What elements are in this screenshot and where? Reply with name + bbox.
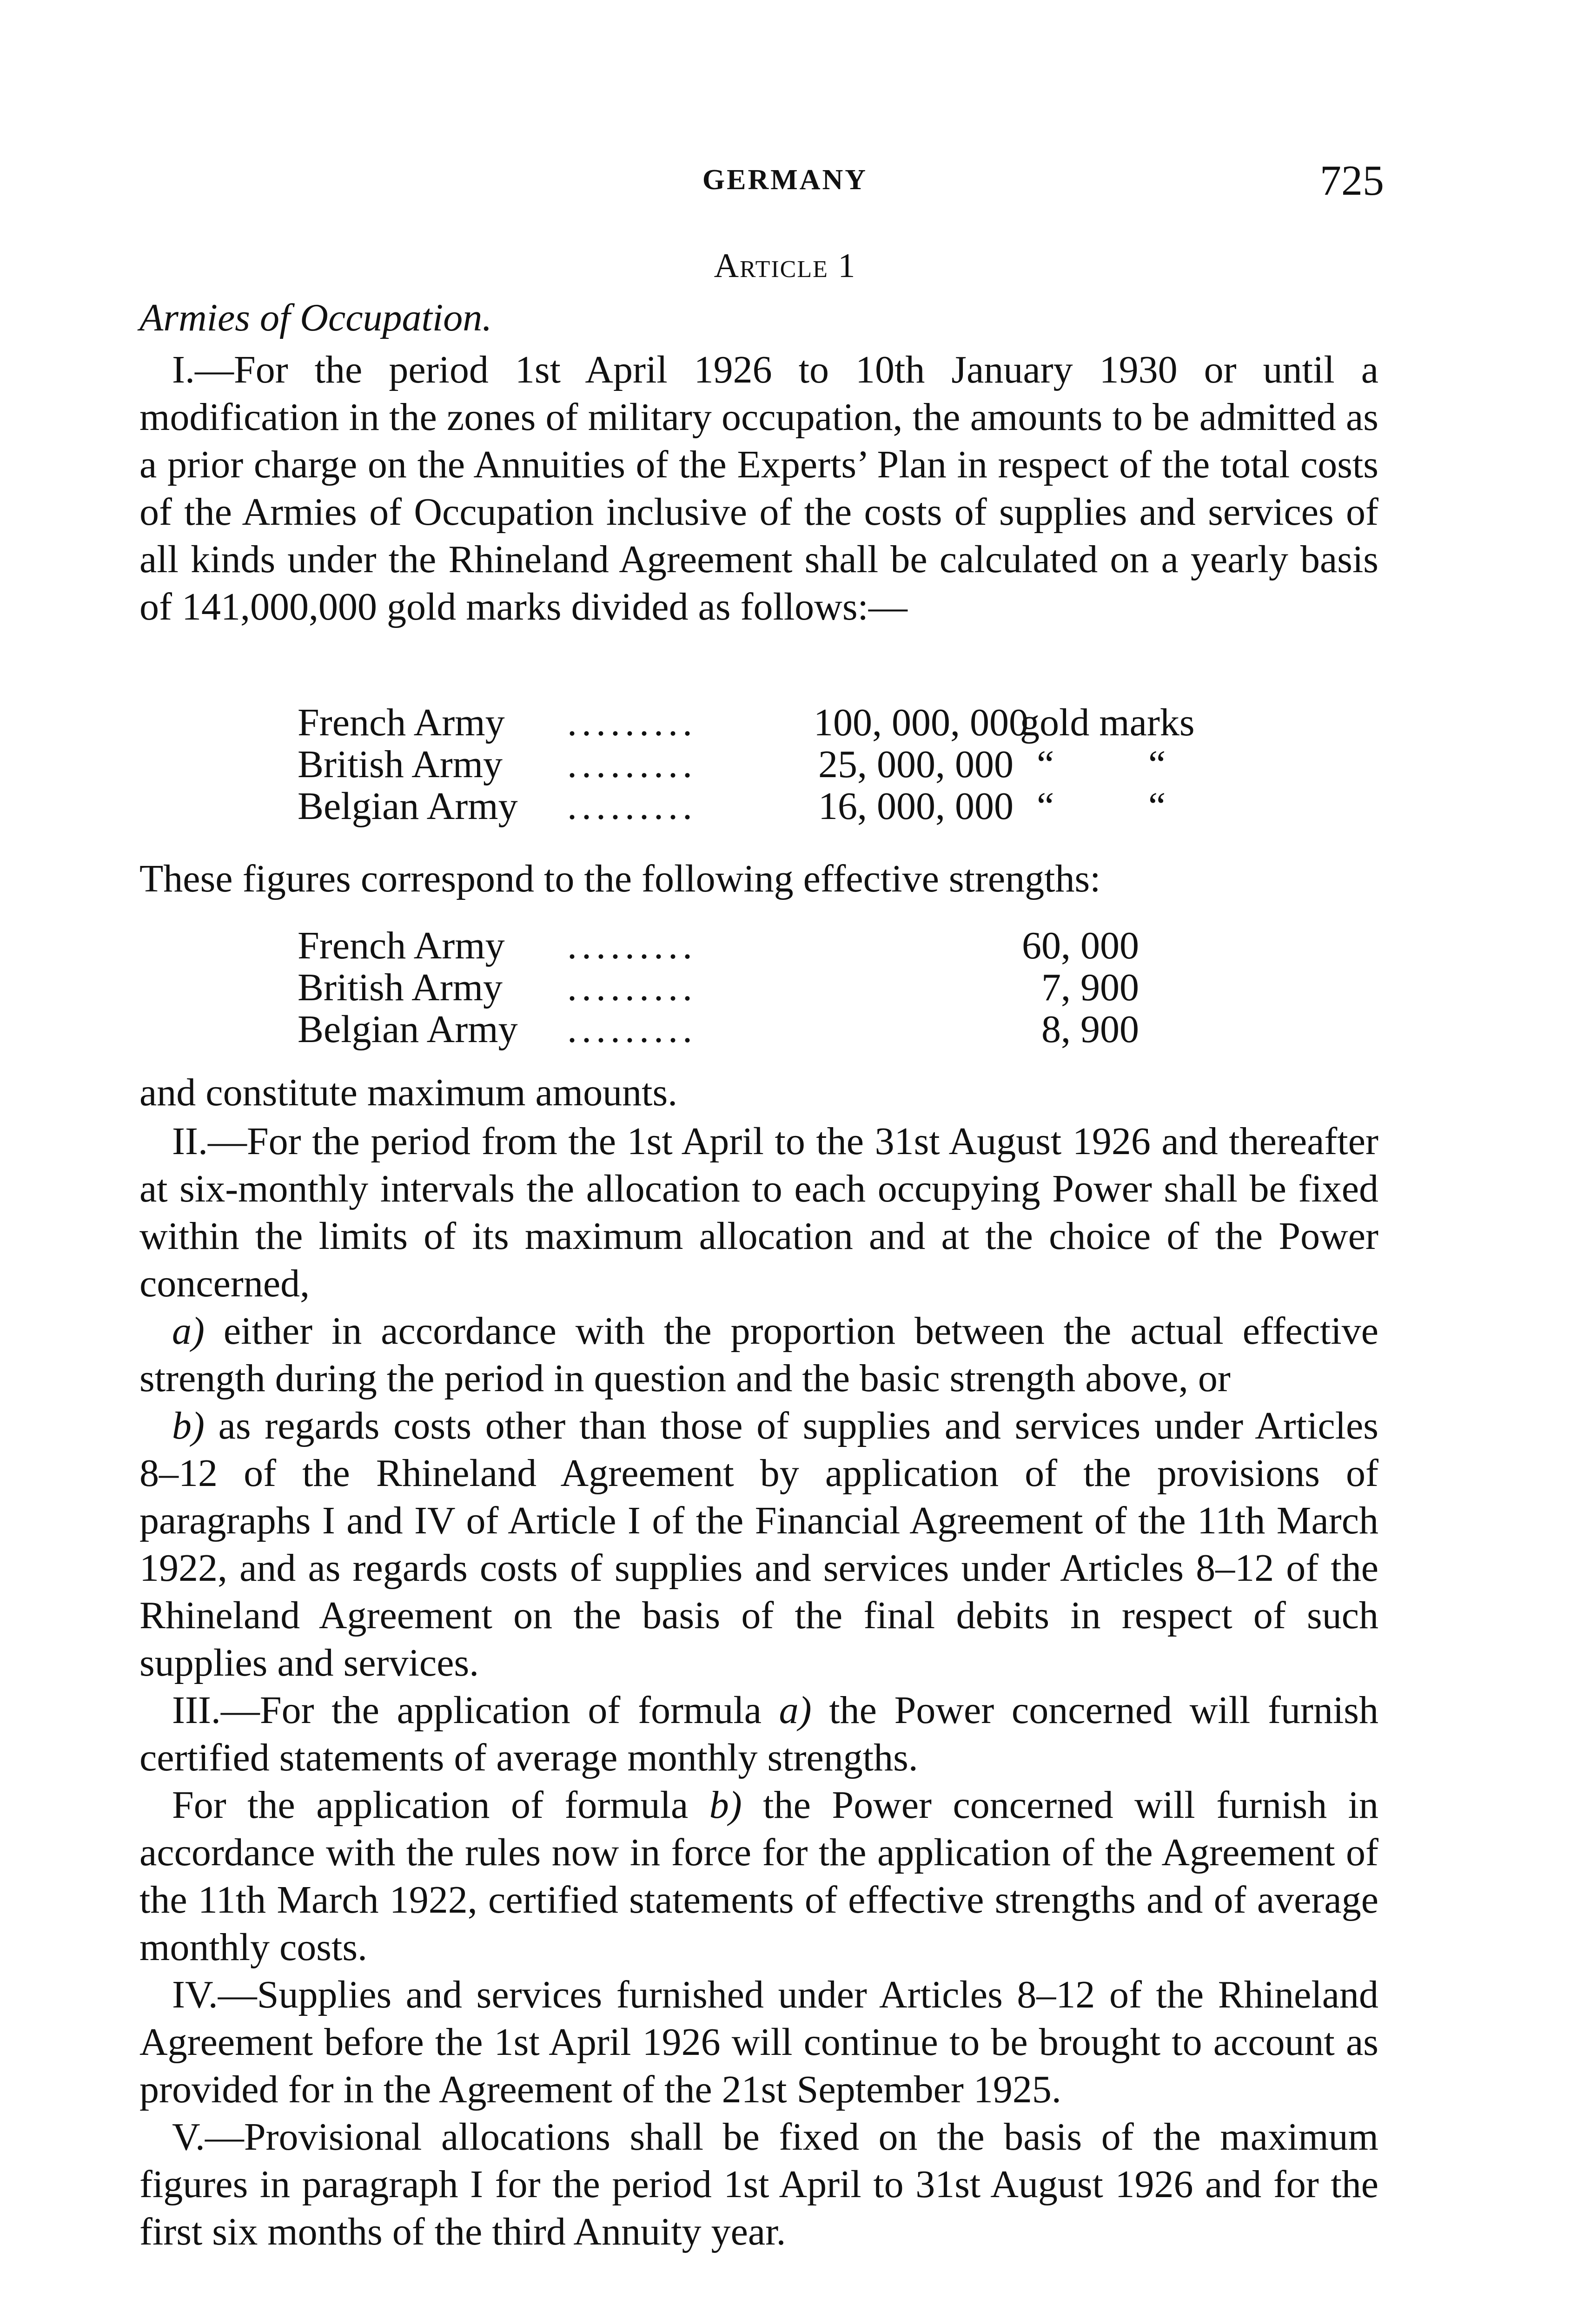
amount: 100, 000, 000: [814, 701, 1028, 744]
leader-dots: .........: [567, 743, 697, 786]
formula-b-application-end: the Power concerned will furnish in accordance with the rules now in force for the application of the Agreement of the 11th March 1922, certified statements of effective strengths and of average monthly costs.: [139, 1783, 1379, 1969]
leader-dots: .........: [567, 701, 697, 744]
paragraph-iii-end: the Power concerned will furnish certified statements of average monthly strengths.: [139, 1689, 1378, 1779]
paragraph-ii: [139, 1118, 1378, 2256]
strengths-intro: These figures correspond to the following effective strengths:: [139, 857, 1101, 900]
allocation-table: [298, 702, 1237, 827]
unit-label: gold marks: [1020, 701, 1195, 744]
army-name: Belgian Army: [298, 1008, 518, 1051]
maximum-amounts-text: and constitute maximum amounts.: [139, 1071, 678, 1114]
paragraph-ii-text: II.—For the period from the 1st April to the 31st August 1926 and thereafter at six-monthly intervals the allocation to each occupying Power shall be fixed within the limits of its maximum allocation and at the choice of the Power concerned,: [139, 1120, 1378, 1305]
table-row: [298, 1009, 1139, 1050]
paragraph-iii-text: [139, 1687, 1378, 1782]
ditto-mark: “: [1037, 785, 1054, 828]
table-row: [298, 925, 1139, 967]
strength-value: 8, 900: [1041, 1008, 1139, 1051]
paragraph-iii-start: III.—For the application of formula: [172, 1689, 762, 1732]
leader-dots: .........: [567, 924, 697, 967]
army-name: French Army: [298, 701, 505, 744]
paragraph-formula-b-application: [139, 1782, 1378, 1971]
leader-dots: .........: [567, 966, 697, 1009]
table-row: [298, 967, 1139, 1009]
formula-b-body: as regards costs other than those of supplies and services under Articles 8–12 of the Rhineland Agreement by application of the provisions of paragraphs I and IV of Article I of the Financial Agreement of the 11th March 1922, and as regards costs of supplies and services under Articles 8–12 of the Rhineland Agreement on the basis of the final debits in respect of such supplies and services.: [139, 1404, 1379, 1684]
formula-a-text: [139, 1307, 1378, 1402]
paragraph-i-text: I.—For the period 1st April 1926 to 10th January 1930 or until a modification in the zones of military occupation, the amounts to be admitted as a prior charge on the Annuities of the Experts’ Plan in respect of the total costs of the Armies of Occupation inclusive of the costs of supplies and services of all kinds under the Rhineland Agreement shall be calculated on a yearly basis of 141,000,000 gold marks divided as follows:—: [139, 348, 1378, 628]
army-name: British Army: [298, 966, 503, 1009]
strength-table: [298, 925, 1139, 1050]
army-name: Belgian Army: [298, 785, 518, 828]
paragraph-i: [139, 346, 1378, 631]
formula-b-text: [139, 1402, 1378, 1687]
page-number: 725: [1320, 157, 1384, 204]
army-name: French Army: [298, 924, 505, 967]
army-name: British Army: [298, 743, 503, 786]
table-row: [298, 702, 1237, 744]
ditto-mark: “: [1037, 743, 1054, 786]
formula-b-label: b): [172, 1404, 205, 1447]
amount: 25, 000, 000: [818, 743, 1014, 786]
table-row: [298, 786, 1237, 827]
paragraph-strengths: [139, 855, 1378, 903]
formula-a-body: either in accordance with the proportion between the actual effective strength during the period in question and the basic strength above, or: [139, 1309, 1378, 1400]
amount: 16, 000, 000: [818, 785, 1014, 828]
formula-a-label: a): [172, 1309, 205, 1353]
formula-b-application-label: b): [709, 1783, 742, 1827]
paragraph-iii-formula-label: a): [779, 1689, 812, 1732]
ditto-mark: “: [1148, 785, 1166, 828]
paragraph-v-text: V.—Provisional allocations shall be fixed on the basis of the maximum figures in paragraph I for the period 1st April to 31st August 1926 and for the first six months of the third Annuity year.: [139, 2115, 1378, 2253]
strength-value: 7, 900: [1041, 966, 1139, 1009]
formula-b-application-start: For the application of formula: [172, 1783, 689, 1827]
paragraph-maximum: [139, 1069, 1378, 1116]
running-header: GERMANY: [702, 164, 868, 196]
article-heading: Article 1: [714, 247, 856, 285]
table-row: [298, 744, 1237, 786]
strength-value: 60, 000: [1022, 924, 1139, 967]
leader-dots: .........: [567, 785, 697, 828]
ditto-mark: “: [1148, 743, 1166, 786]
leader-dots: .........: [567, 1008, 697, 1051]
paragraph-iv-text: IV.—Supplies and services furnished under Articles 8–12 of the Rhineland Agreement before the 1st April 1926 will continue to be brought to account as provided for in the Agreement of the 21st September 1925.: [139, 1973, 1378, 2111]
section-side-heading: Armies of Occupation.: [139, 296, 492, 339]
